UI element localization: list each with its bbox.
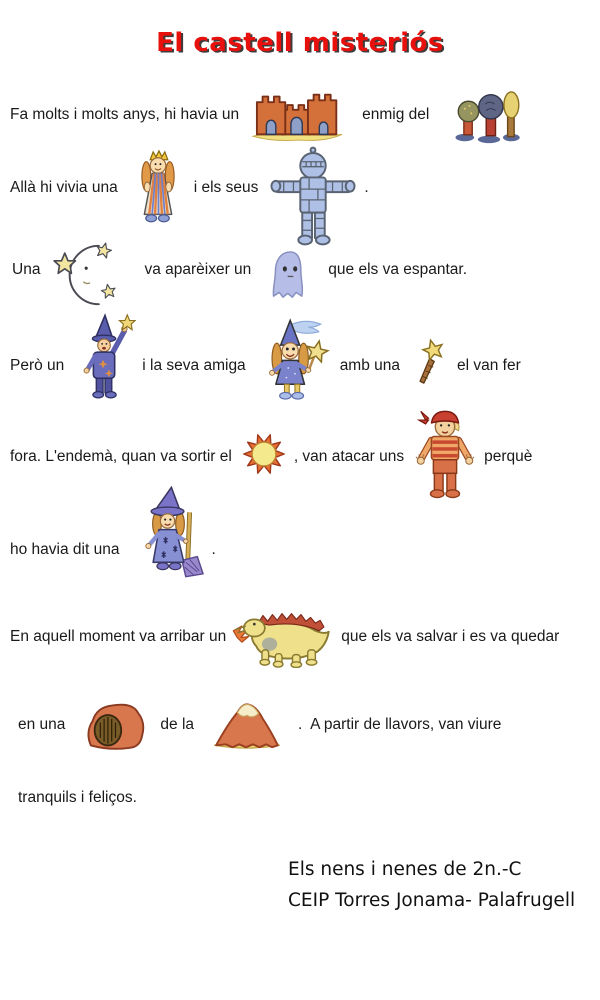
story-text: . xyxy=(364,179,369,196)
story-text: fora. L'endemà, quan va sortir el xyxy=(10,448,232,465)
story-text: va aparèixer un xyxy=(144,261,252,278)
story-text: perquè xyxy=(484,448,533,465)
magic-wand-icon xyxy=(412,338,447,385)
story-text: Però un xyxy=(10,357,65,374)
forest-icon xyxy=(451,91,527,145)
moon-and-stars-icon xyxy=(50,239,136,311)
witch-icon xyxy=(132,485,205,582)
story-text: Una xyxy=(12,261,41,278)
castle-icon xyxy=(251,89,346,141)
story-text: , van atacar uns xyxy=(293,448,405,465)
wizard-icon xyxy=(74,313,136,401)
story-line-2 xyxy=(0,138,600,238)
signature-school: CEIP Torres Jonama- Palafrugell xyxy=(288,890,576,911)
story-text: el van fer xyxy=(457,357,521,374)
story-text: ho havia dit una xyxy=(10,540,120,558)
story-line-6 xyxy=(0,501,600,598)
signature-class: Els nens i nenes de 2n.-C xyxy=(288,859,522,880)
story-line-4 xyxy=(0,322,600,410)
sun-icon xyxy=(240,429,288,479)
story-text: en una xyxy=(18,716,66,733)
story-line-8 xyxy=(0,697,600,753)
story-text: Allà hi vivia una xyxy=(10,179,118,196)
knight-icon xyxy=(270,146,356,246)
fairy-icon xyxy=(252,316,336,401)
story-text: amb una xyxy=(339,357,401,374)
page-title: El castell misteriós xyxy=(156,28,444,58)
story-text: que els va espantar. xyxy=(328,261,468,278)
story-text: i la seva amiga xyxy=(142,357,246,374)
story-line-1 xyxy=(0,88,600,142)
story-text: . xyxy=(211,540,216,558)
princess-icon xyxy=(132,148,184,228)
pirate-icon xyxy=(414,407,476,499)
dragon-icon xyxy=(230,606,333,668)
story-text: . A partir de llavors, van viure xyxy=(298,716,502,733)
story-line-5 xyxy=(0,411,600,503)
story-text: que els va salvar i es va quedar xyxy=(341,628,560,645)
ghost-icon xyxy=(267,248,314,303)
story-line-3 xyxy=(0,234,600,306)
story-line-9 xyxy=(0,789,600,807)
story-line-7 xyxy=(0,606,600,668)
signature-block xyxy=(288,854,575,916)
story-text: i els seus xyxy=(193,179,259,196)
story-text: En aquell moment va arribar un xyxy=(10,628,227,645)
story-text: Fa molts i molts anys, hi havia un xyxy=(10,106,240,123)
story-text: de la xyxy=(160,716,195,733)
story-text: tranquils i feliços. xyxy=(18,789,137,806)
mountain-icon xyxy=(210,697,284,753)
story-text: enmig del xyxy=(362,106,430,123)
cave-icon xyxy=(83,698,148,753)
